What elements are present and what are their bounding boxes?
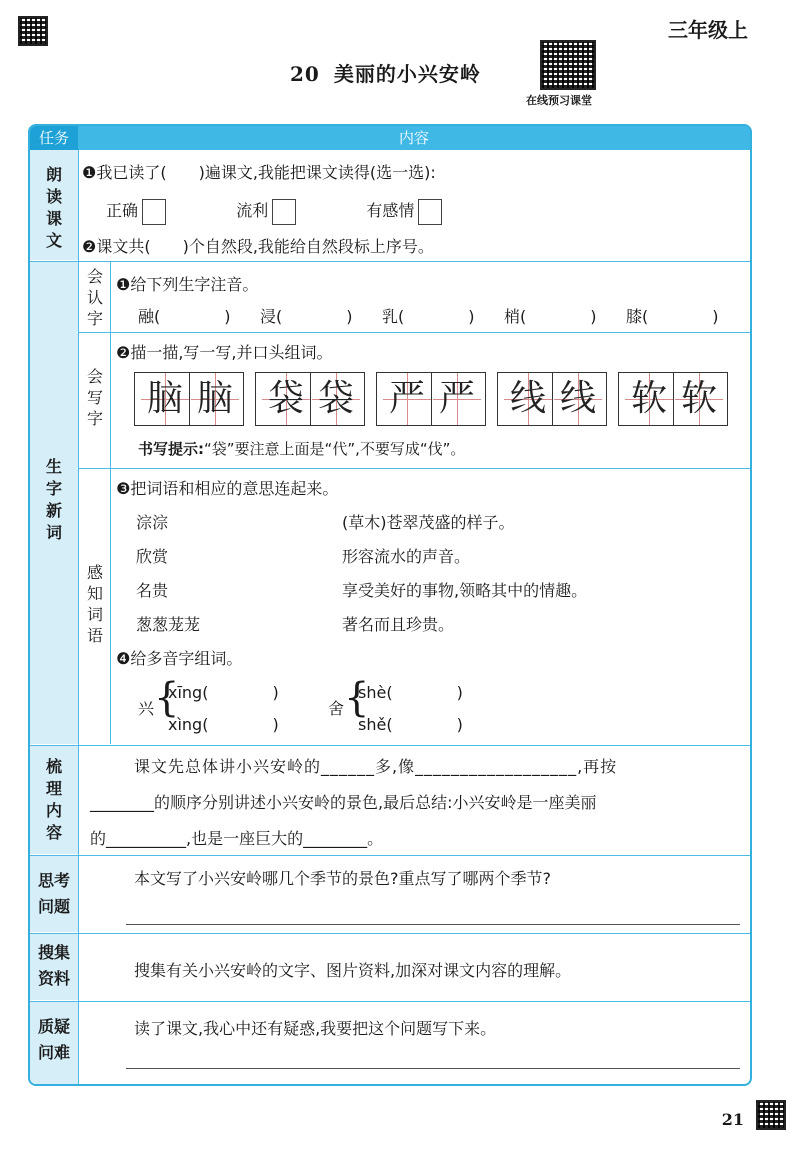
brace-icon: { (344, 675, 370, 721)
thinking-question: 本文写了小兴安岭哪几个季节的景色?重点写了哪两个季节? (134, 869, 551, 888)
option-fluent-label: 流利 (236, 201, 269, 220)
qr-caption: 在线预习课堂 (526, 94, 592, 107)
write-instruction: ❷描一描,写一写,并口头组词。 (116, 343, 333, 362)
answer-line[interactable] (126, 1068, 740, 1069)
char-trace: 线 (504, 373, 552, 425)
term-3[interactable]: 名贵 (136, 581, 169, 600)
reading-question-1: ❶我已读了( )遍课文,我能把课文读得(选一选): (82, 163, 436, 182)
char-grid-divider (431, 373, 432, 425)
category-text: 朗读课文 (45, 165, 62, 250)
polyphone-instruction: ❹给多音字组词。 (116, 649, 243, 668)
writing-hint-text: “袋”要注意上面是“代”,不要写成“伐”。 (204, 440, 466, 458)
writing-hint-label: 书写提示: (138, 440, 204, 458)
char-grid-divider (552, 373, 553, 425)
header-task: 任务 (38, 129, 69, 147)
option-emotion-label: 有感情 (366, 201, 415, 220)
sublabel-text: 感知词语 (86, 563, 103, 645)
sorting-line-2[interactable]: ________的顺序分别讲述小兴安岭的景色,最后总结:小兴安岭是一座美丽 (90, 793, 597, 812)
category-label-collect (30, 940, 78, 992)
meaning-4[interactable]: 著名而且珍贵。 (342, 615, 455, 634)
char-grid-4 (497, 372, 607, 426)
sublabel-divider (110, 262, 111, 744)
category-text: 质疑问难 (37, 1017, 70, 1062)
polyphone-2-char: 舍 (328, 699, 345, 718)
meaning-1[interactable]: (草木)苍翠茂盛的样子。 (342, 513, 515, 532)
category-text: 梳理内容 (45, 757, 62, 842)
char-write[interactable]: 脑 (191, 373, 239, 425)
lesson-title (290, 58, 481, 87)
char-trace: 软 (625, 373, 673, 425)
row-divider (30, 261, 750, 262)
writing-hint (138, 438, 465, 459)
row-divider (30, 745, 750, 746)
lesson-number: 20 (290, 62, 320, 86)
term-4[interactable]: 葱葱茏茏 (136, 615, 201, 634)
recognize-char-2[interactable]: 浸( ) (260, 307, 353, 326)
question-text: 读了课文,我心中还有疑惑,我要把这个问题写下来。 (134, 1019, 497, 1038)
term-1[interactable]: 淙淙 (136, 513, 169, 532)
category-text: 思考问题 (37, 871, 70, 916)
recognize-char-5[interactable]: 膝( ) (626, 307, 719, 326)
char-grid-1 (134, 372, 244, 426)
char-write[interactable]: 严 (433, 373, 481, 425)
char-grid-divider (189, 373, 190, 425)
row-divider (30, 855, 750, 856)
category-label-question (30, 1014, 78, 1066)
perceive-instruction: ❸把词语和相应的意思连起来。 (116, 479, 339, 498)
char-trace: 袋 (262, 373, 310, 425)
char-grid-3 (376, 372, 486, 426)
option-emotion-checkbox[interactable] (418, 199, 442, 225)
row-divider (78, 332, 750, 333)
polyphone-1-char: 兴 (138, 699, 155, 718)
char-write[interactable]: 袋 (312, 373, 360, 425)
char-write[interactable]: 软 (675, 373, 723, 425)
row-divider (30, 933, 750, 934)
sublabel-perceive (80, 562, 110, 646)
polyphone-1-reading-1[interactable]: xīng( ) (168, 683, 279, 702)
sorting-line-3[interactable]: 的__________,也是一座巨大的________。 (90, 829, 384, 848)
recognize-instruction: ❶给下列生字注音。 (116, 275, 259, 294)
meaning-2[interactable]: 形容流水的声音。 (342, 547, 471, 566)
polyphone-2-reading-1[interactable]: shè( ) (358, 683, 463, 702)
row-divider (78, 468, 750, 469)
category-text: 搜集资料 (37, 943, 70, 988)
lesson-title-text: 美丽的小兴安岭 (333, 62, 481, 86)
brace-icon: { (154, 675, 180, 721)
recognize-char-3[interactable]: 乳( ) (382, 307, 475, 326)
sublabel-text: 会认字 (86, 267, 103, 328)
sublabel-text: 会写字 (86, 367, 103, 428)
sublabel-recognize (80, 266, 110, 329)
polyphone-2-reading-2[interactable]: shě( ) (358, 715, 463, 734)
table-header (30, 126, 750, 150)
char-trace: 严 (383, 373, 431, 425)
char-grid-2 (255, 372, 365, 426)
page-number: 21 (721, 1110, 744, 1129)
qr-code-icon (18, 16, 48, 46)
row-divider (30, 1001, 750, 1002)
option-fluent-checkbox[interactable] (272, 199, 296, 225)
recognize-char-4[interactable]: 梢( ) (504, 307, 597, 326)
category-label-words (30, 456, 78, 544)
meaning-3[interactable]: 享受美好的事物,领略其中的情趣。 (342, 581, 588, 600)
char-write[interactable]: 线 (554, 373, 602, 425)
option-correct-label: 正确 (106, 201, 139, 220)
collect-text: 搜集有关小兴安岭的文字、图片资料,加深对课文内容的理解。 (134, 961, 572, 980)
answer-line[interactable] (126, 924, 740, 925)
category-label-thinking (30, 868, 78, 920)
reading-options (106, 198, 442, 225)
reading-question-2: ❷课文共( )个自然段,我能给自然段标上序号。 (82, 237, 434, 256)
option-correct-checkbox[interactable] (142, 199, 166, 225)
char-grid-divider (673, 373, 674, 425)
char-trace: 脑 (141, 373, 189, 425)
sublabel-write (80, 366, 110, 429)
category-label-sorting (30, 756, 78, 844)
qr-code-icon (756, 1100, 786, 1130)
header-content: 内容 (78, 126, 750, 150)
polyphone-1-reading-2[interactable]: xìng( ) (168, 715, 279, 734)
sorting-line-1[interactable]: 课文先总体讲小兴安岭的______多,像__________________,再按 (134, 757, 618, 776)
category-label-reading (30, 164, 78, 252)
recognize-char-1[interactable]: 融( ) (138, 307, 231, 326)
char-grid-5 (618, 372, 728, 426)
category-divider (78, 150, 79, 1084)
term-2[interactable]: 欣赏 (136, 547, 169, 566)
char-grid-divider (310, 373, 311, 425)
preview-qr-code-icon[interactable] (540, 40, 596, 90)
worksheet-table (28, 124, 752, 1086)
grade-label: 三年级上 (668, 18, 748, 42)
category-text: 生字新词 (45, 457, 62, 542)
